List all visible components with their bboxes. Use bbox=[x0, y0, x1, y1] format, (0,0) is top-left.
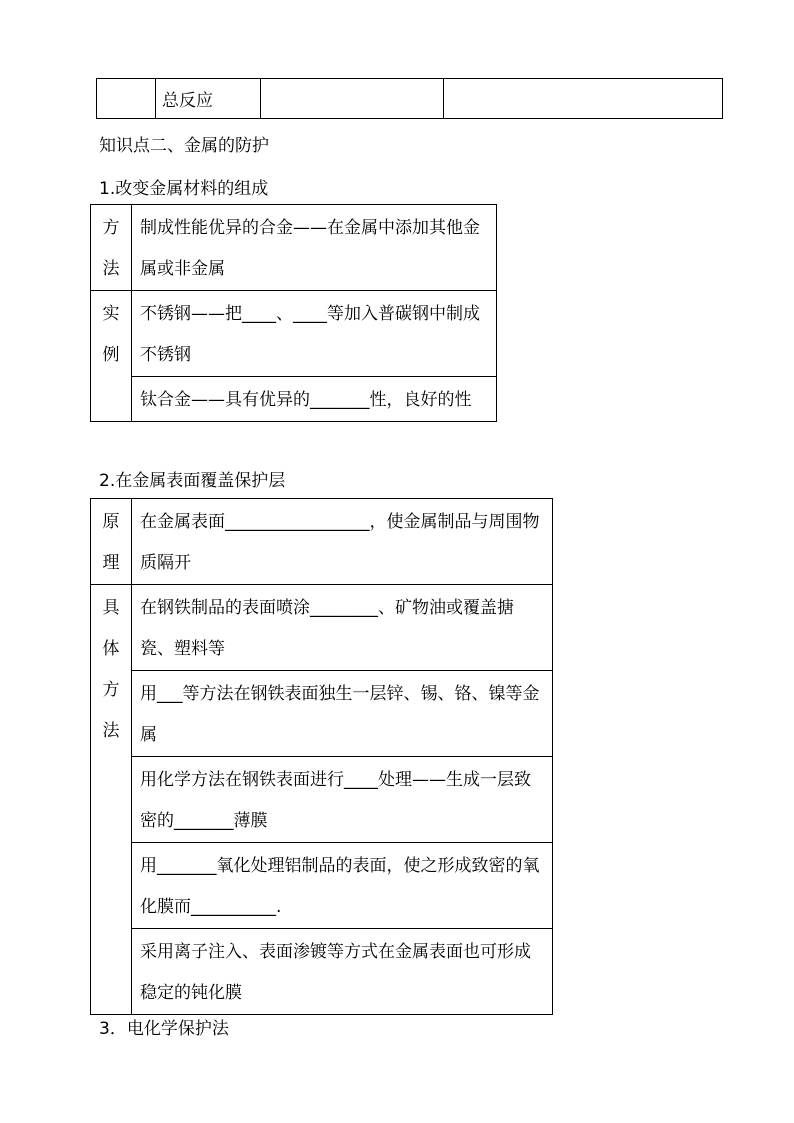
coating-table bbox=[90, 498, 553, 1015]
method-row: 用化学方法在钢铁表面进行____处理——生成一层致密的_______薄膜 bbox=[132, 757, 553, 843]
method-row: 用_______氧化处理铝制品的表面，使之形成致密的氧化膜而__________. bbox=[132, 843, 553, 929]
reaction-table bbox=[96, 78, 723, 119]
example-stainless-steel: 不锈钢——把____、____等加入普碳钢中制成不锈钢 bbox=[132, 291, 497, 377]
method-row: 用___等方法在钢铁表面独生一层锌、锡、铬、镍等金属 bbox=[132, 671, 553, 757]
composition-table bbox=[90, 204, 497, 422]
method-text: 制成性能优异的合金——在金属中添加其他金属或非金属 bbox=[132, 205, 497, 291]
principle-label: 原 理 bbox=[91, 499, 132, 585]
empty-cell bbox=[97, 79, 156, 119]
principle-text: 在金属表面_________________，使金属制品与周围物质隔开 bbox=[132, 499, 553, 585]
subsection-heading-1: 1.改变金属材料的组成 bbox=[99, 179, 269, 199]
method-row: 采用离子注入、表面渗镀等方式在金属表面也可形成稳定的钝化膜 bbox=[132, 929, 553, 1015]
method-label: 方 法 bbox=[91, 205, 132, 291]
example-label: 实 例 bbox=[91, 291, 132, 422]
subsection-heading-2: 2.在金属表面覆盖保护层 bbox=[99, 471, 286, 491]
example-titanium-alloy: 钛合金——具有优异的_______性，良好的性 bbox=[132, 377, 497, 422]
subsection-heading-3: 3．电化学保护法 bbox=[99, 1019, 229, 1039]
blank-cell bbox=[261, 79, 444, 119]
blank-cell bbox=[444, 79, 723, 119]
method-row: 在钢铁制品的表面喷涂________、矿物油或覆盖搪瓷、塑料等 bbox=[132, 585, 553, 671]
section-heading: 知识点二、金属的防护 bbox=[99, 136, 269, 156]
specific-method-label: 具 体 方 法 bbox=[91, 585, 132, 1015]
total-reaction-label: 总反应 bbox=[156, 79, 261, 119]
